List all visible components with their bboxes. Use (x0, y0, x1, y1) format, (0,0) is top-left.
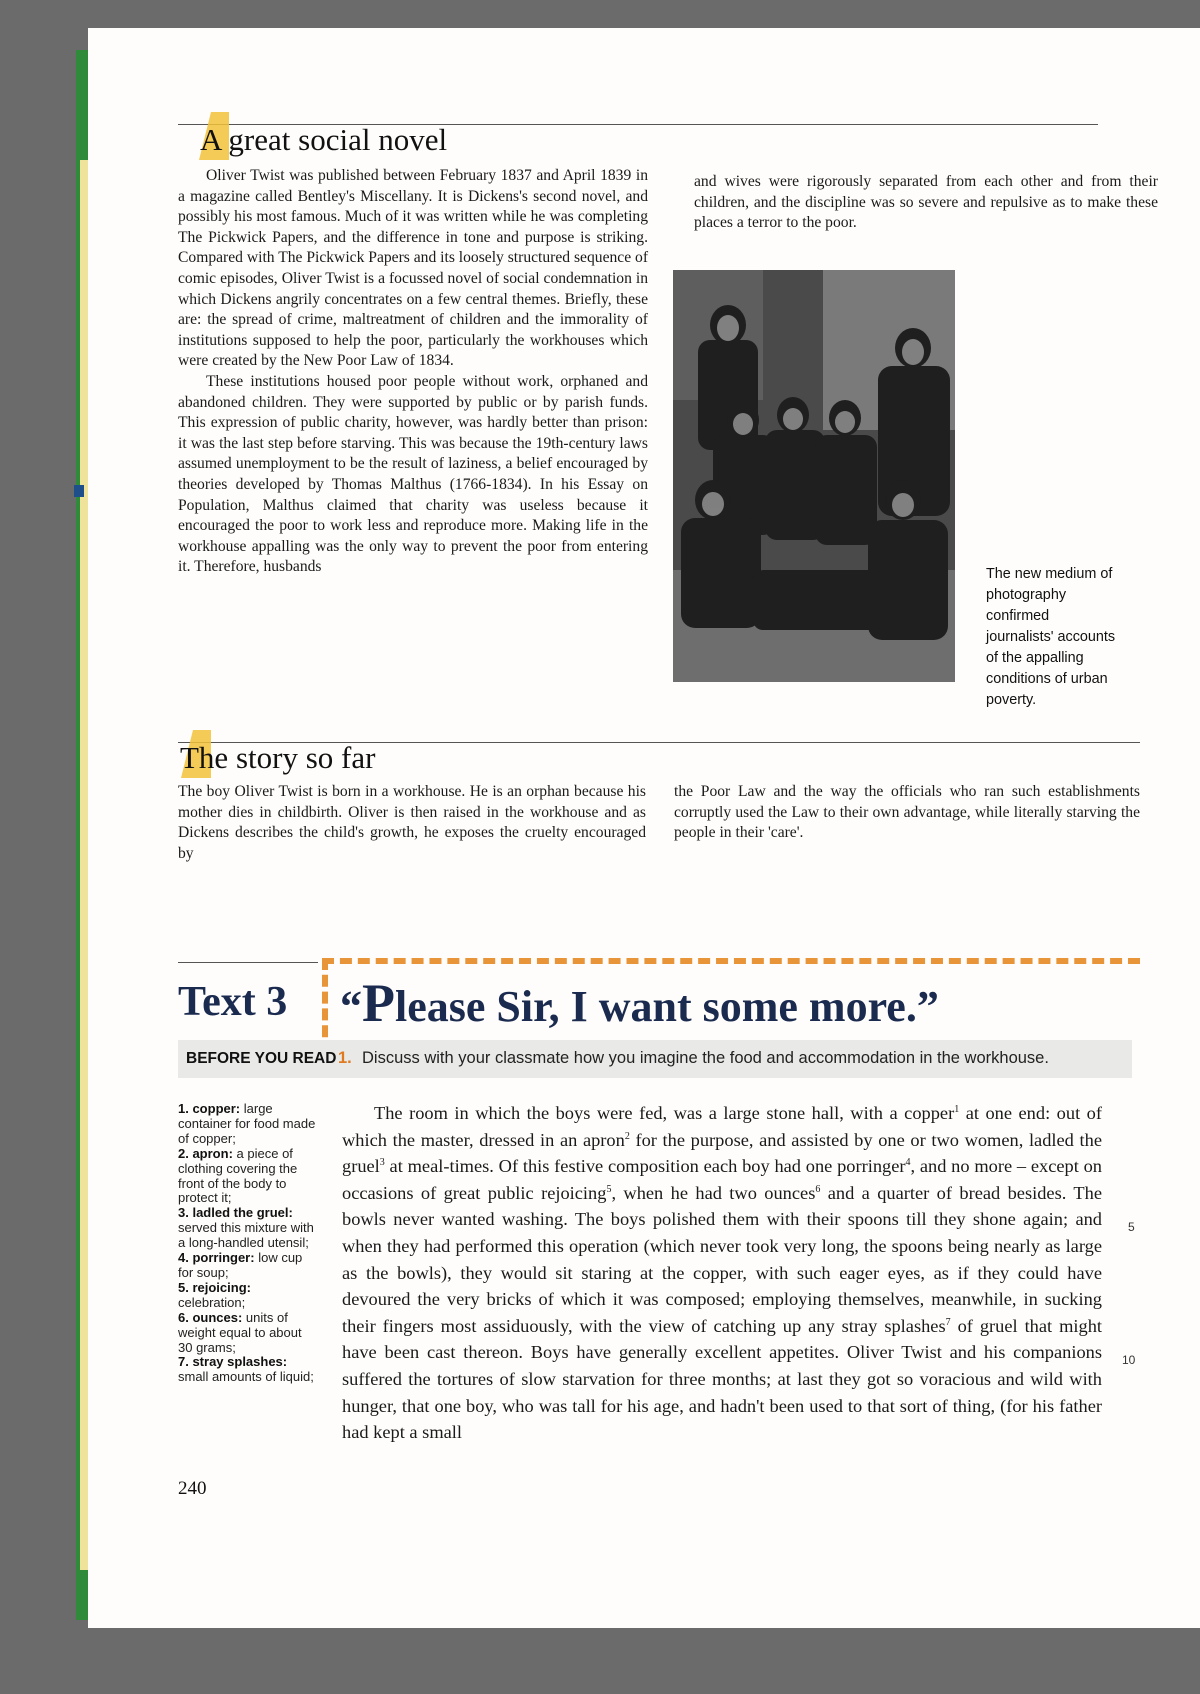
photo-children-figures (673, 270, 955, 682)
glossary-item: 6. ounces: units of weight equal to about 30 grams; (178, 1309, 302, 1355)
line-number: 5 (1128, 1220, 1135, 1234)
title-dashed-border (322, 958, 1140, 964)
historical-photo (673, 270, 955, 682)
glossary (178, 1102, 318, 1385)
spine-marker (74, 485, 84, 497)
text-number-label: Text 3 (178, 979, 288, 1025)
glossary-item: 3. ladled the gruel: served this mixture with a long-handled utensil; (178, 1205, 314, 1251)
section2-left-column (178, 782, 646, 864)
glossary-item: 5. rejoicing: celebration; (178, 1279, 251, 1310)
paragraph: These institutions housed poor people without work, orphaned and abandoned children. They were supported by public or by parish funds. This expression of public charity, however, was hardly better than prison: it was the last step before starving. This was because the 19th-century laws assumed unemployment to be the result of laziness, a belief encouraged by theories developed by Thomas Malthus (1766-1834). In his Essay on Population, Malthus claimed that charity was useless because it encouraged the poor to work less and reproduce more. Making life in the workhouse appalling was the only way to prevent the poor from entering it. Therefore, husbands (178, 372, 648, 576)
before-you-read-label: BEFORE YOU READ (186, 1050, 337, 1067)
line-number: 10 (1122, 1353, 1136, 1367)
paragraph: Oliver Twist was published between February 1837 and April 1839 in a magazine called Bentley's Miscellany. It is Dickens's second novel, and possibly his most famous. Much of it was written while he was completing The Pickwick Papers, and the difference in tone and purpose is striking. Compared with The Pickwick Papers and its loosely structured sequence of comic episodes, Oliver Twist is a focussed novel of social condemnation in which Dickens angrily concentrates on a few central themes. Briefly, these are: the spread of crime, maltreatment of children and the immorality of institutions supposed to help the poor, particularly the workhouses which were created by the New Poor Law of 1834. (178, 167, 649, 370)
paragraph: the Poor Law and the way the officials who ran such establishments corruptly used the Law to their own advantage, while literally starving the people in their 'care'. (674, 783, 1140, 842)
page-number: 240 (178, 1478, 207, 1499)
section1-right-column (694, 172, 1158, 234)
photo-caption: The new medium of photography confirmed journalists' accounts of the appalling conditions of urban poverty. (986, 566, 1116, 708)
glossary-item: 2. apron: a piece of clothing covering the front of the body to protect it; (178, 1145, 298, 1206)
task-text: Discuss with your classmate how you imagine the food and accommodation in the workhouse. (362, 1049, 1049, 1067)
story-text (342, 1100, 1102, 1446)
glossary-item: 1. copper: large container for food made of copper; (178, 1101, 316, 1146)
paragraph: The boy Oliver Twist is born in a workhouse. He is an orphan because his mother dies in childbirth. Oliver is then raised in the workhouse and as Dickens describes the child's growth, he exposes the cruelty encouraged by (178, 783, 646, 862)
section-title: The story so far (180, 740, 376, 775)
section-title: A great social novel (200, 122, 448, 157)
paragraph: and wives were rigorously separated from each other and from their children, and the discipline was so severe and repulsive as to make these places a terror to the poor. (694, 173, 1158, 232)
text3-rule (178, 962, 318, 963)
glossary-item: 4. porringer: low cup for soup; (178, 1250, 303, 1280)
section1-left-column (178, 166, 648, 578)
task-number: 1. (338, 1049, 352, 1067)
text-title: “Please Sir, I want some more.” (340, 973, 939, 1033)
section2-right-column (674, 782, 1140, 844)
glossary-item: 7. stray splashes: small amounts of liquid; (178, 1354, 314, 1385)
story-paragraph: The room in which the boys were fed, was a large stone hall, with a copper$^1$ at one end: out of which the master, dressed in an apron$^2$ for the purpose, and assisted by one or two women, ladled the gruel$^3$ at meal-times. Of this festive composition each boy had one porringer$^4$, and no more – except on occasions of great public rejoicing$^5$, when he had two ounces$^6$ and a quarter of bread besides. The bowls never wanted washing. The boys polished them with their spoons till they shone again; and when they had performed this operation (which never took very long, the spoons being nearly as large as the bowls), they would sit staring at the copper, with such eager eyes, as if they could have devoured the very bricks of which it was composed; employing themselves, meanwhile, in sucking their fingers most assiduously, with the view of catching up any stray splashes$^7$ of gruel that might have been cast thereon. Boys have generally excellent appetites. Oliver Twist and his companions suffered the tortures of slow starvation for three months; at last they got so voracious and wild with hunger, that one boy, who was tall for his age, and hadn't been used to that sort of thing, (for his father had kept a small (342, 1103, 1103, 1443)
